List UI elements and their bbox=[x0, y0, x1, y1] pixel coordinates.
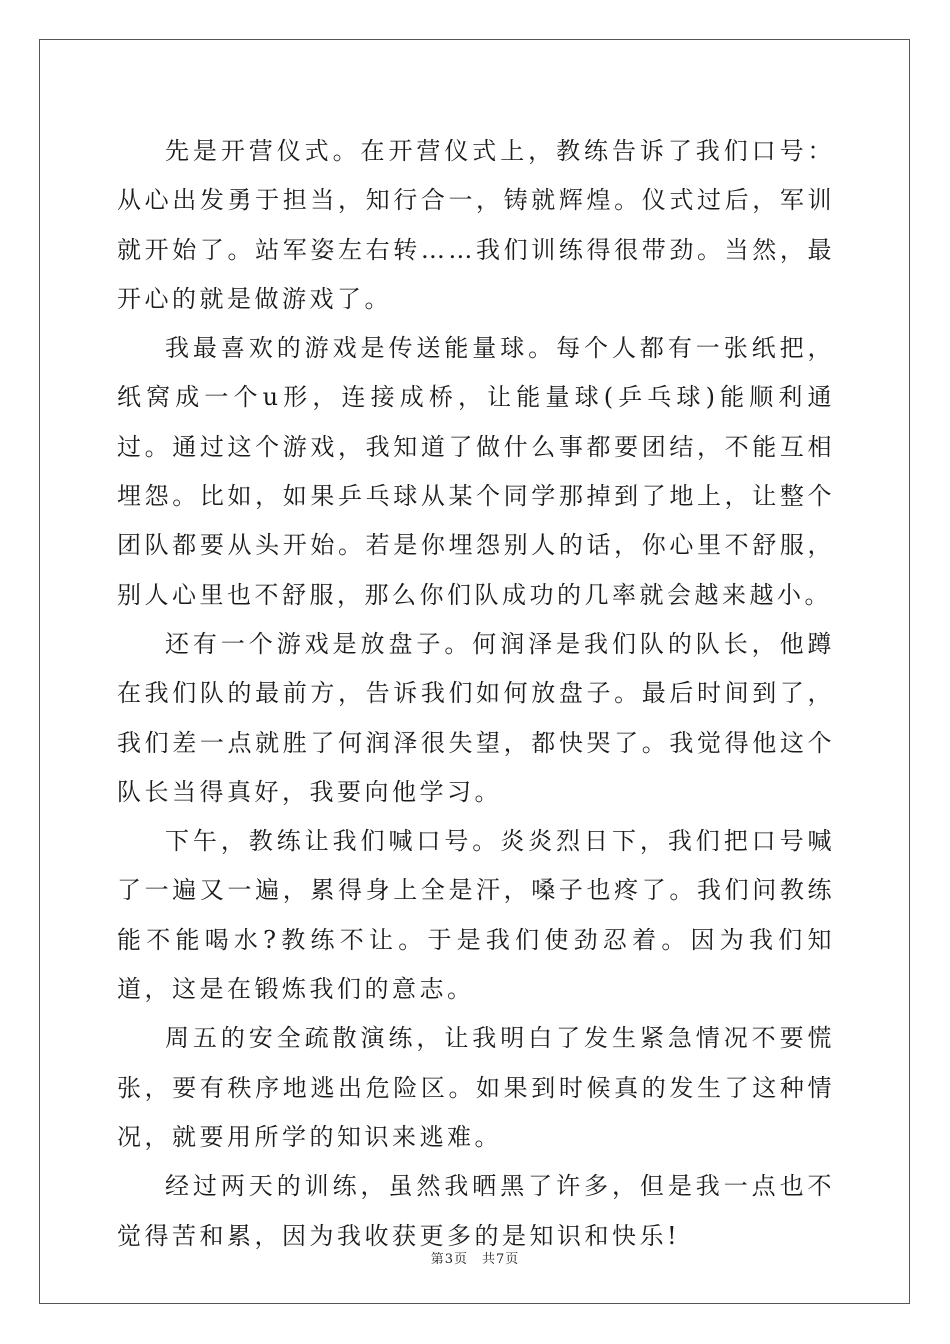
paragraph-3: 还有一个游戏是放盘子。何润泽是我们队的队长，他蹲在我们队的最前方，告诉我们如何放盘子。最后时间到了，我们差一点就胜了何润泽很失望，都快哭了。我觉得他这个队长当得真好，我要向他学习。 bbox=[117, 629, 835, 806]
paragraph-1: 先是开营仪式。在开营仪式上，教练告诉了我们口号：从心出发勇于担当，知行合一，铸就辉煌。仪式过后，军训就开始了。站军姿左右转……我们训练得很带劲。当然，最开心的就是做游戏了。 bbox=[117, 137, 835, 313]
paragraph-5: 周五的安全疏散演练，让我明白了发生紧急情况不要慌张，要有秩序地逃出危险区。如果到时候真的发生了这种情况，就要用所学的知识来逃难。 bbox=[117, 1024, 835, 1151]
document-body bbox=[117, 127, 835, 1261]
paragraph-2: 我最喜欢的游戏是传送能量球。每个人都有一张纸把，纸窝成一个u形，连接成桥，让能量球(乒乓球)能顺利通过。通过这个游戏，我知道了做什么事都要团结，不能互相埋怨。比如，如果乒乓球从某个同学那掉到了地上，让整个团队都要从头开始。若是你埋怨别人的话，你心里不舒服，别人心里也不舒服，那么你们队成功的几率就会越来越小。 bbox=[117, 334, 835, 609]
paragraph-6: 经过两天的训练，虽然我晒黑了许多，但是我一点也不觉得苦和累，因为我收获更多的是知识和快乐! bbox=[117, 1172, 835, 1250]
paragraph-4: 下午，教练让我们喊口号。炎炎烈日下，我们把口号喊了一遍又一遍，累得身上全是汗，嗓子也疼了。我们问教练能不能喝水?教练不让。于是我们使劲忍着。因为我们知道，这是在锻炼我们的意志。 bbox=[117, 827, 835, 1004]
page-number-footer: 第3页 共7页 bbox=[430, 1252, 520, 1267]
